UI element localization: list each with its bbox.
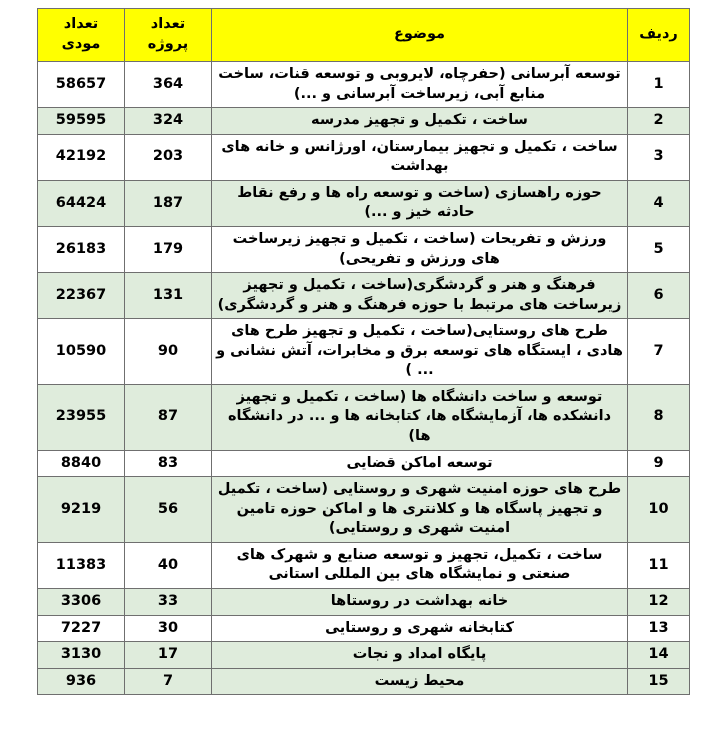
table-row bbox=[38, 588, 690, 615]
cell-tedad-proje: 56 bbox=[125, 477, 212, 543]
cell-radif: 13 bbox=[628, 615, 690, 642]
column-header-tedad-modi: تعداد مودی bbox=[38, 9, 125, 62]
table-row bbox=[38, 180, 690, 226]
table-row bbox=[38, 542, 690, 588]
cell-mozoo: طرح های حوزه امنیت شهری و روستایی (ساخت ، تکمیل و تجهیز پاسگاه ها و کلانتری ها و اماکن حوزه تامین امنیت شهری و روستایی) bbox=[212, 477, 628, 543]
cell-radif: 12 bbox=[628, 588, 690, 615]
cell-radif: 9 bbox=[628, 450, 690, 477]
cell-tedad-proje: 131 bbox=[125, 273, 212, 319]
table-row bbox=[38, 273, 690, 319]
cell-tedad-proje: 187 bbox=[125, 180, 212, 226]
cell-tedad-proje: 179 bbox=[125, 226, 212, 272]
cell-tedad-modi: 10590 bbox=[38, 319, 125, 385]
cell-mozoo: ورزش و تفریحات (ساخت ، تکمیل و تجهیز زیرساخت های ورزش و تفریحی) bbox=[212, 226, 628, 272]
cell-tedad-proje: 40 bbox=[125, 542, 212, 588]
cell-tedad-modi: 11383 bbox=[38, 542, 125, 588]
cell-tedad-proje: 17 bbox=[125, 642, 212, 669]
cell-tedad-modi: 7227 bbox=[38, 615, 125, 642]
column-header-radif: ردیف bbox=[628, 9, 690, 62]
cell-radif: 2 bbox=[628, 108, 690, 135]
table-row bbox=[38, 108, 690, 135]
cell-tedad-modi: 22367 bbox=[38, 273, 125, 319]
cell-radif: 5 bbox=[628, 226, 690, 272]
cell-mozoo: توسعه و ساخت دانشگاه ها (ساخت ، تکمیل و تجهیز دانشکده ها، آزمایشگاه ها، کتابخانه ها و ... در دانشگاه ها) bbox=[212, 384, 628, 450]
cell-mozoo: کتابخانه شهری و روستایی bbox=[212, 615, 628, 642]
table-row bbox=[38, 450, 690, 477]
table-row bbox=[38, 226, 690, 272]
cell-tedad-modi: 58657 bbox=[38, 62, 125, 108]
table-body bbox=[38, 62, 690, 695]
cell-tedad-proje: 203 bbox=[125, 134, 212, 180]
cell-tedad-modi: 59595 bbox=[38, 108, 125, 135]
cell-radif: 4 bbox=[628, 180, 690, 226]
table-row bbox=[38, 477, 690, 543]
cell-tedad-modi: 3130 bbox=[38, 642, 125, 669]
cell-mozoo: توسعه اماکن قضایی bbox=[212, 450, 628, 477]
table-row bbox=[38, 615, 690, 642]
cell-mozoo: فرهنگ و هنر و گردشگری(ساخت ، تکمیل و تجهیز زیرساخت های مرتبط با حوزه فرهنگ و هنر و گردشگری) bbox=[212, 273, 628, 319]
cell-tedad-proje: 87 bbox=[125, 384, 212, 450]
cell-tedad-proje: 324 bbox=[125, 108, 212, 135]
cell-mozoo: حوزه راهسازی (ساخت و توسعه راه ها و رفع نقاط حادثه خیز و ...) bbox=[212, 180, 628, 226]
cell-tedad-modi: 8840 bbox=[38, 450, 125, 477]
cell-tedad-modi: 23955 bbox=[38, 384, 125, 450]
cell-mozoo: ساخت ، تکمیل و تجهیز بیمارستان، اورژانس و خانه های بهداشت bbox=[212, 134, 628, 180]
cell-mozoo: پایگاه امداد و نجات bbox=[212, 642, 628, 669]
cell-tedad-modi: 936 bbox=[38, 668, 125, 695]
cell-tedad-modi: 3306 bbox=[38, 588, 125, 615]
cell-mozoo: محیط زیست bbox=[212, 668, 628, 695]
table-row bbox=[38, 62, 690, 108]
table-header bbox=[38, 9, 690, 62]
cell-tedad-modi: 42192 bbox=[38, 134, 125, 180]
header-row bbox=[38, 9, 690, 62]
cell-mozoo: خانه بهداشت در روستاها bbox=[212, 588, 628, 615]
cell-tedad-proje: 33 bbox=[125, 588, 212, 615]
cell-radif: 15 bbox=[628, 668, 690, 695]
table-row bbox=[38, 384, 690, 450]
cell-tedad-proje: 83 bbox=[125, 450, 212, 477]
cell-tedad-modi: 9219 bbox=[38, 477, 125, 543]
cell-mozoo: ساخت ، تکمیل، تجهیز و توسعه صنایع و شهرک های صنعتی و نمایشگاه های بین المللی استانی bbox=[212, 542, 628, 588]
column-header-mozoo: موضوع bbox=[212, 9, 628, 62]
cell-radif: 14 bbox=[628, 642, 690, 669]
projects-table bbox=[37, 8, 690, 695]
cell-tedad-modi: 64424 bbox=[38, 180, 125, 226]
table-row bbox=[38, 642, 690, 669]
cell-radif: 6 bbox=[628, 273, 690, 319]
cell-tedad-proje: 90 bbox=[125, 319, 212, 385]
cell-mozoo: توسعه آبرسانی (حفرچاه، لایروبی و توسعه قنات، ساخت منابع آبی، زیرساخت آبرسانی و ...) bbox=[212, 62, 628, 108]
table-row bbox=[38, 319, 690, 385]
cell-radif: 11 bbox=[628, 542, 690, 588]
cell-tedad-proje: 364 bbox=[125, 62, 212, 108]
cell-radif: 1 bbox=[628, 62, 690, 108]
cell-tedad-proje: 7 bbox=[125, 668, 212, 695]
cell-mozoo: طرح های روستایی(ساخت ، تکمیل و تجهیز طرح های هادی ، ایستگاه های توسعه برق و مخابرات، آتش نشانی و ... ) bbox=[212, 319, 628, 385]
cell-radif: 3 bbox=[628, 134, 690, 180]
cell-radif: 10 bbox=[628, 477, 690, 543]
cell-tedad-proje: 30 bbox=[125, 615, 212, 642]
cell-radif: 7 bbox=[628, 319, 690, 385]
cell-mozoo: ساخت ، تکمیل و تجهیز مدرسه bbox=[212, 108, 628, 135]
table-container bbox=[38, 8, 690, 695]
table-row bbox=[38, 134, 690, 180]
column-header-tedad-proje: تعداد پروژه bbox=[125, 9, 212, 62]
cell-tedad-modi: 26183 bbox=[38, 226, 125, 272]
table-row bbox=[38, 668, 690, 695]
cell-radif: 8 bbox=[628, 384, 690, 450]
